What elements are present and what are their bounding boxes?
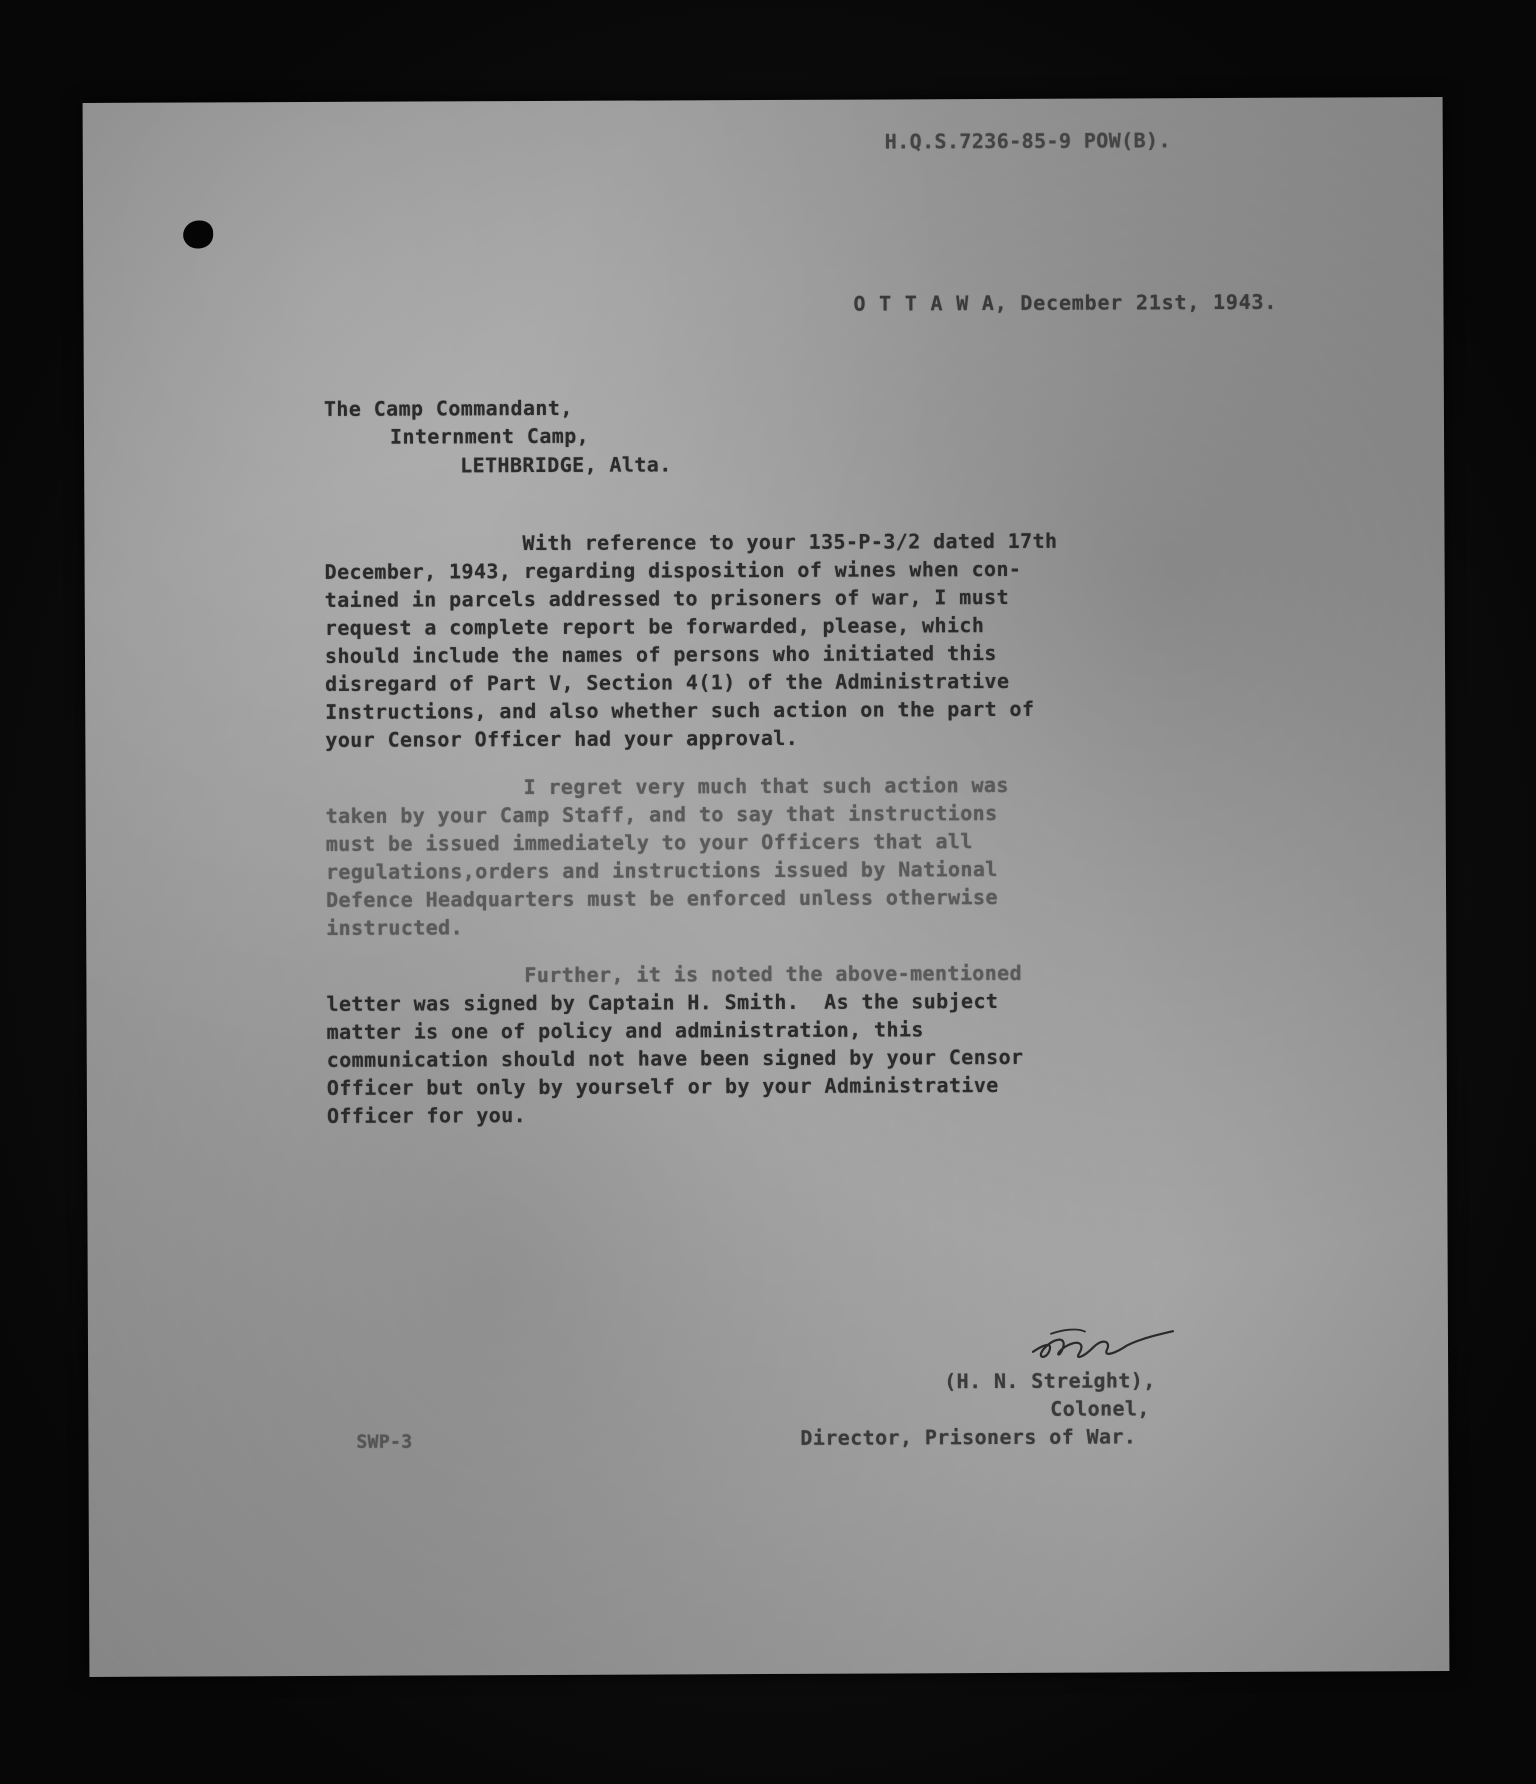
handwritten-signature bbox=[1023, 1313, 1183, 1374]
recipient-line-2: Internment Camp, bbox=[389, 423, 590, 449]
paragraph-line: letter was signed by Captain H. Smith. As the subject bbox=[326, 988, 999, 1016]
paragraph-line: Further, it is noted the above-mentioned bbox=[524, 960, 1023, 988]
paragraph-line: Defence Headquarters must be enforced unless otherwise bbox=[325, 884, 998, 912]
paragraph-line: Instructions, and also whether such action on the part of bbox=[325, 696, 1035, 724]
punch-hole bbox=[183, 220, 213, 248]
paragraph-line: communication should not have been signed by your Censor bbox=[326, 1044, 1024, 1072]
paragraph-line: Officer for you. bbox=[326, 1103, 527, 1128]
paragraph-line: must be issued immediately to your Officers that all bbox=[325, 829, 973, 856]
dateline: O T T A W A, December 21st, 1943. bbox=[853, 289, 1278, 316]
signatory-rank: Colonel, bbox=[1050, 1396, 1150, 1421]
paragraph-line: should include the names of persons who initiated this bbox=[324, 640, 997, 668]
paragraph-line: Officer but only by yourself or by your Administrative bbox=[326, 1072, 999, 1100]
paragraph-line: regulations,orders and instructions issued by National bbox=[325, 856, 998, 884]
signatory-title: Director, Prisoners of War. bbox=[800, 1424, 1137, 1450]
file-reference: H.Q.S.7236-85-9 POW(B). bbox=[884, 128, 1171, 154]
paragraph-line: instructed. bbox=[326, 915, 464, 940]
paragraph-line: request a complete report be forwarded, please, which bbox=[324, 613, 985, 640]
paragraph-line: disregard of Part V, Section 4(1) of the Administrative bbox=[325, 668, 1010, 696]
letter-page bbox=[83, 97, 1450, 1677]
paragraph-line: I regret very much that such action was bbox=[523, 772, 1009, 800]
paragraph-line: tained in parcels addressed to prisoners of war, I must bbox=[324, 584, 1010, 612]
signatory-name: (H. N. Streight), bbox=[944, 1368, 1156, 1394]
recipient-line-1: The Camp Commandant, bbox=[323, 395, 573, 421]
paragraph-line: your Censor Officer had your approval. bbox=[325, 725, 799, 752]
typist-initials: SWP-3 bbox=[356, 1431, 413, 1453]
paragraph-line: matter is one of policy and administration, this bbox=[326, 1017, 924, 1044]
recipient-line-3: LETHBRIDGE, Alta. bbox=[460, 452, 672, 478]
paragraph-line: taken by your Camp Staff, and to say that instructions bbox=[325, 800, 998, 828]
paragraph-line: With reference to your 135-P-3/2 dated 17th bbox=[522, 528, 1058, 556]
paragraph-line: December, 1943, regarding disposition of wines when con- bbox=[324, 556, 1022, 584]
